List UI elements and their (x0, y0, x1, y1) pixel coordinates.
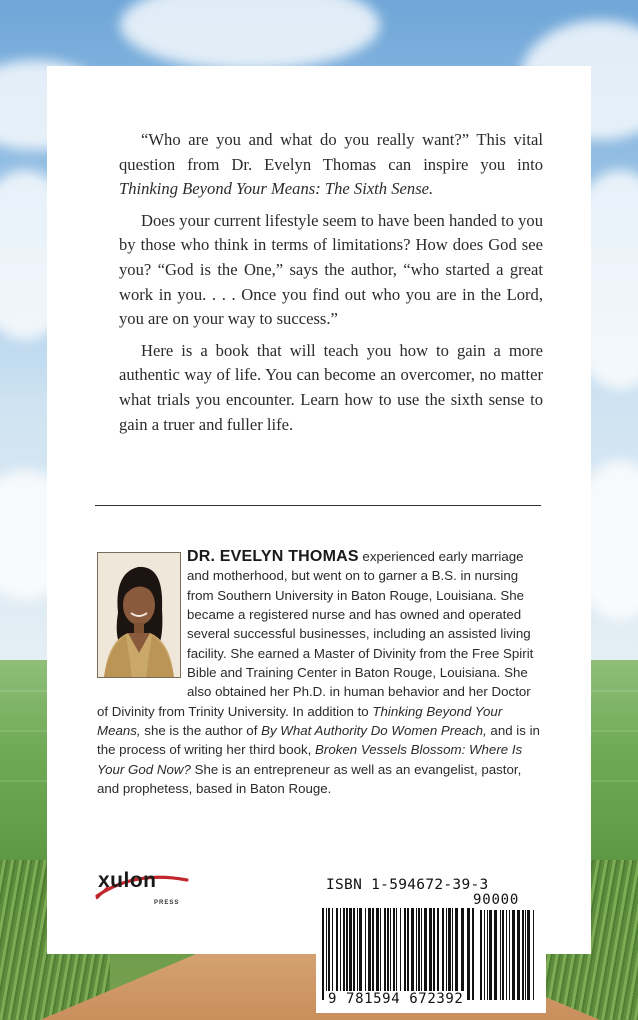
barcode-bar (525, 910, 526, 1000)
section-divider (95, 505, 541, 506)
barcode-bar (359, 908, 362, 1000)
back-cover-panel (47, 66, 591, 954)
ean-number: 9 781594 672392 (328, 991, 464, 1007)
barcode-bar (533, 910, 534, 1000)
barcode-bar (506, 910, 507, 1000)
barcode-bar (349, 908, 352, 1000)
bio-text: she is the author of (140, 723, 262, 739)
barcode-bar (522, 910, 524, 1000)
publisher-imprint: PRESS (154, 900, 180, 906)
barcode-bar (418, 908, 420, 1000)
barcode-bar (393, 908, 395, 1000)
bio-book-title: Broken Vessels Blossom: Where Is Your God Now? (97, 742, 523, 777)
barcode-bar (448, 908, 451, 1000)
barcode-bar (461, 908, 464, 1000)
barcode-bar (376, 908, 379, 1000)
barcode-bar (487, 910, 488, 1000)
barcode-bar (336, 908, 338, 1000)
barcode-bar (446, 908, 447, 1000)
barcode-bar (343, 908, 345, 1000)
bio-text: She is an entrepreneur as well as an evangelist, pastor, and prophetess, based in Baton Rouge. (97, 761, 522, 797)
barcode-bar (416, 908, 417, 1000)
description-text: “Who are you and what do you really want?” This vital question from Dr. Evelyn Thomas can inspire you into (119, 130, 543, 174)
ean-barcode-bars (322, 908, 474, 1000)
barcode-bar (353, 908, 355, 1000)
barcode-bar (502, 910, 504, 1000)
barcode-bar (494, 910, 497, 1000)
barcode-bar (517, 910, 520, 1000)
barcode-bar (400, 908, 401, 1000)
barcode-bar (396, 908, 397, 1000)
barcode-bar (509, 910, 510, 1000)
publisher-name: xulon (98, 869, 157, 892)
barcode-bar (326, 908, 327, 1000)
author-bio (97, 547, 540, 798)
bio-text: and is in the process of writing her third book, (97, 723, 540, 758)
barcode-bar (340, 908, 341, 1000)
barcode-bar (332, 908, 333, 1000)
barcode-bar (346, 908, 348, 1000)
barcode-bar (480, 910, 482, 1000)
author-name: DR. EVELYN THOMAS (187, 548, 359, 565)
barcode-bar (489, 910, 492, 1000)
barcode-bar (437, 908, 439, 1000)
barcode-bar (384, 908, 386, 1000)
bio-book-title: By What Authority Do Women Preach, (261, 723, 487, 739)
barcode-bar (527, 910, 530, 1000)
barcode-bar (484, 910, 485, 1000)
barcode-bar (322, 908, 324, 1000)
book-title-italic: Thinking Beyond Your Means: The Sixth Sense. (119, 179, 434, 199)
isbn-label: ISBN 1-594672-39-3 (326, 877, 489, 893)
bio-text: experienced early marriage and motherhood, but went on to garner a B.S. in nursing from Southern University in Baton Rouge, Louisiana. She became a registered nurse and has owned and operated several successful businesses, including an assisted living facility. She earned a Master of Divinity from the Free Spirit Bible and Training Center in Baton Rouge, Louisiana. She also obtained her Ph.D. in human behavior and her Doctor of Divinity from Trinity University. In addition to (97, 549, 534, 719)
barcode-bar (368, 908, 371, 1000)
barcode-bar (472, 908, 474, 1000)
description-paragraph-1 (119, 128, 543, 202)
barcode-bar (407, 908, 409, 1000)
barcode-bar (442, 908, 444, 1000)
book-description (119, 128, 543, 444)
publisher-logo (95, 866, 195, 916)
barcode-bar (424, 908, 427, 1000)
description-paragraph-2: Does your current lifestyle seem to have been handed to you by those who think in terms of limitations? How does God see you? “God is the One,” says the author, “who started a great work in you. . . . Once you find out who you are in the Lord, you are on your way to success.” (119, 210, 543, 329)
barcode-bar (390, 908, 391, 1000)
barcode-bar (512, 910, 515, 1000)
barcode-bar (372, 908, 374, 1000)
barcode-bar (365, 908, 366, 1000)
description-paragraph-3: Here is a book that will teach you how to gain a more authentic way of life. You can become an overcomer, no matter what trials you encounter. Learn how to use the sixth sense to gain a truer and fuller life. (119, 340, 543, 434)
barcode-bar (429, 908, 432, 1000)
barcode-bar (411, 908, 414, 1000)
barcode-bar (500, 910, 501, 1000)
price-code: 90000 (473, 892, 520, 908)
barcode-bar (452, 908, 453, 1000)
barcode-bar (433, 908, 435, 1000)
barcode-bar (328, 908, 330, 1000)
barcode-bar (467, 908, 470, 1000)
barcode-bar (387, 908, 389, 1000)
barcode-bar (380, 908, 381, 1000)
isbn-barcode (316, 873, 546, 1013)
barcode-bar (357, 908, 358, 1000)
barcode-bar (404, 908, 406, 1000)
barcode-bar (455, 908, 458, 1000)
barcode-bar (421, 908, 422, 1000)
bio-book-title: Thinking Beyond Your Means, (97, 703, 503, 739)
price-barcode-bars (480, 910, 536, 1000)
